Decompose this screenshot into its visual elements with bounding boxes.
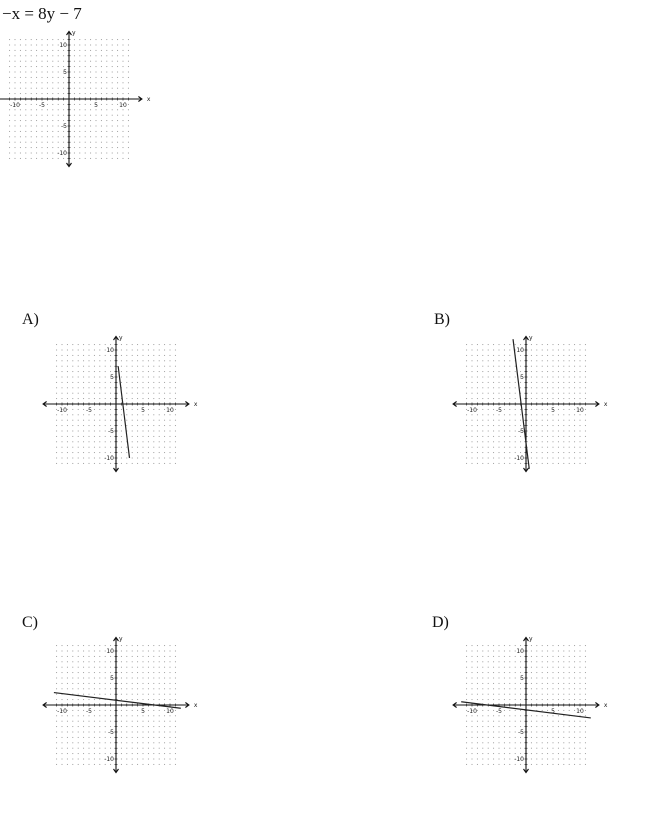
y-tick-label: 5 (520, 374, 524, 381)
x-tick-label: 5 (94, 102, 98, 109)
y-axis-label: y (72, 29, 76, 37)
x-tick-label: 5 (141, 708, 145, 715)
x-tick-label: -10 (467, 708, 477, 715)
x-axis-label: x (603, 401, 608, 408)
y-tick-label: -5 (61, 123, 67, 130)
x-tick-label: 5 (141, 407, 145, 414)
x-tick-label: -10 (10, 102, 20, 109)
y-tick-label: 10 (59, 42, 67, 49)
x-tick-label: -10 (467, 407, 477, 414)
x-tick-label: 10 (166, 407, 174, 414)
y-tick-label: -10 (514, 455, 524, 462)
x-tick-label: -5 (496, 708, 502, 715)
option-d-label[interactable]: D) (432, 614, 449, 631)
option-a-label[interactable]: A) (22, 311, 39, 328)
y-tick-label: 5 (520, 675, 524, 682)
option-a-graph[interactable] (36, 327, 196, 477)
x-tick-label: 10 (166, 708, 174, 715)
y-tick-label: -10 (104, 756, 114, 763)
y-tick-label: 10 (516, 648, 524, 655)
axes (453, 334, 599, 472)
option-c-label[interactable]: C) (22, 614, 38, 631)
y-tick-label: -10 (514, 756, 524, 763)
x-axis-label: x (193, 702, 198, 709)
y-axis-label: y (119, 334, 123, 342)
x-tick-label: 5 (551, 708, 555, 715)
y-axis-label: y (119, 635, 123, 643)
plotted-line (118, 366, 129, 458)
y-tick-label: 5 (63, 69, 67, 76)
y-tick-label: 10 (106, 648, 114, 655)
y-tick-label: 5 (110, 675, 114, 682)
x-axis-label: x (603, 702, 608, 709)
y-tick-label: -5 (518, 729, 524, 736)
axes (43, 635, 189, 773)
y-tick-label: 10 (516, 347, 524, 354)
option-d-graph[interactable] (447, 630, 607, 780)
y-tick-label: -10 (57, 150, 67, 157)
x-tick-label: 10 (119, 102, 127, 109)
x-tick-label: 10 (576, 708, 584, 715)
y-tick-label: -5 (108, 729, 114, 736)
x-tick-label: -5 (496, 407, 502, 414)
y-axis-label: y (529, 334, 533, 342)
y-tick-label: 10 (106, 347, 114, 354)
prompt-graph (2, 30, 162, 180)
axes (453, 635, 599, 773)
x-axis-label: x (193, 401, 198, 408)
axes (0, 29, 142, 167)
x-tick-label: -10 (57, 708, 67, 715)
x-tick-label: 5 (551, 407, 555, 414)
x-tick-label: -5 (86, 407, 92, 414)
x-tick-label: -10 (57, 407, 67, 414)
question-equation: −x = 8y − 7 (2, 4, 82, 23)
y-tick-label: 5 (110, 374, 114, 381)
y-tick-label: -10 (104, 455, 114, 462)
x-tick-label: -5 (86, 708, 92, 715)
option-b-label[interactable]: B) (434, 311, 450, 328)
y-axis-label: y (529, 635, 533, 643)
option-c-graph[interactable] (36, 630, 196, 780)
x-tick-label: -5 (39, 102, 45, 109)
y-tick-label: -5 (108, 428, 114, 435)
axes (43, 334, 189, 472)
x-axis-label: x (146, 96, 151, 103)
option-b-graph[interactable] (447, 327, 607, 477)
y-tick-label: -5 (518, 428, 524, 435)
x-tick-label: 10 (576, 407, 584, 414)
